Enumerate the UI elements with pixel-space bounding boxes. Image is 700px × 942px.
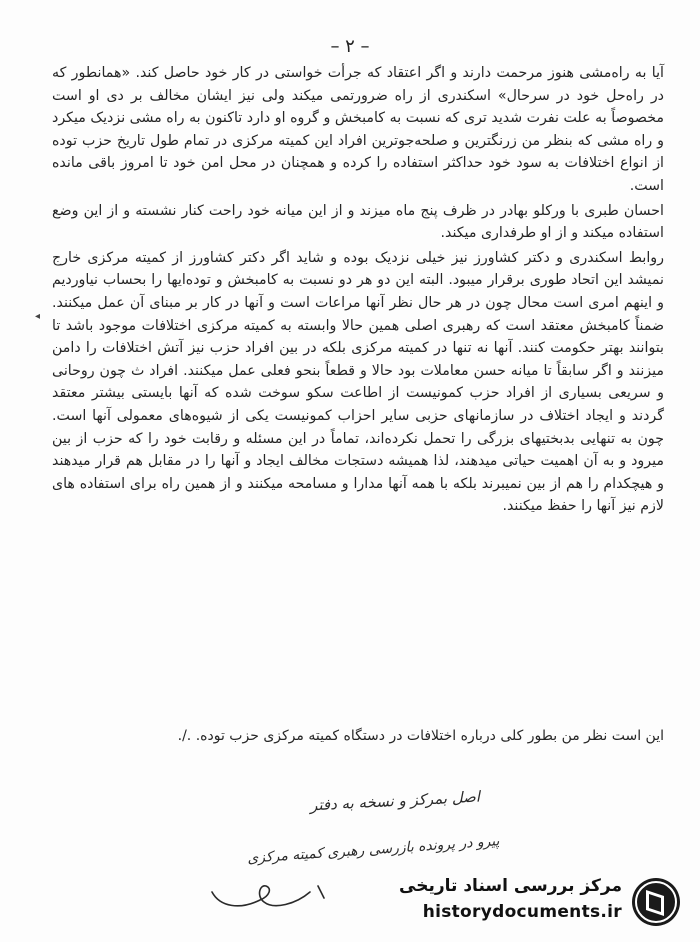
- paragraph: آیا به راه‌مشی هنوز مرحمت دارند و اگر اعتقاد که جرأت خواستی در کار خود حاصل کند. «همانطور که در راه‌حل خود در سرحال» اسکندری از راه ضرورتمی میکند ولی نیز ایشان مخالف بر دی او است مخصوصاً به علت نفرت شدید تری که نسبت به کامبخش و گروه او دارد تاکنون به راه مشی نزدیک میکرد و راه مشی که بنظر من زرنگترین و صلحه‌جوترین افراد این کمیته مرکزی در تمام طول تاریخ حزب توده از انواع اختلافات به سود خود حداکثر استفاده را کرده و همچنان در محل امن خود تا امروز باقی مانده است.: [52, 65, 664, 194]
- page-number: – ۲ –: [330, 36, 370, 57]
- handwritten-note: پیرو در پرونده بازرسی رهبری کمیته مرکزی: [247, 833, 501, 867]
- watermark-title: مرکز بررسی اسناد تاریخی: [399, 876, 622, 896]
- handwritten-note: اصل بمرکز و نسخه به دفتر: [309, 787, 481, 815]
- paragraph: احسان طبری با ورکلو بهادر در ظرف پنج ماه میزند و از این میانه خود راحت کنار نشسته و از این وضع استفاده میکند و از او طرفداری میکند.: [52, 202, 664, 242]
- document-body: [52, 62, 664, 518]
- paragraph: روابط اسکندری و دکتر کشاورز نیز خیلی نزدیک بوده و شاید اگر دکتر کشاورز از کمیته مرکزی خارج نمیشد این اتحاد طوری برقرار میبود. البته این دو هر دو نسبت به کامبخش و توده‌ایها را بحساب نیاوردیم و اینهم امری است محال چون در هر حال نظر آنها مراعات است و آنها در کار بر مبنای آن عمل میکنند. ضمناً کامبخش معتقد است که رهبری اصلی همین حالا وابسته به کمیته مرکزی اختلافات موجود باشد تا بتوانند بهتر حکومت کنند. آنها نه تنها در کمیته مرکزی بلکه در بین افراد حزب نیز آتش اختلافات را دامن میزنند و اگر سابقاً تا میانه حسن معاملات بود حالا و قطعاً بنحو فعلی عمل میکنند. افراد ث چون روحانی و سریعی بسیاری از افراد حزب کمونیست از اطاعت سکو سوخت شده که آنها بایستی بیشتر معتقد گردند و ایجاد اختلاف در سازمانهای حزبی سایر احزاب کمونیست یکی از شیوه‌های معمولی آنها است. چون به تنهایی بدبختیهای بزرگی را تحمل نکرده‌اند، تماماً در این مسئله و رقابت خود را که حزب از بین میرود و به آن اهمیت حیاتی میدهند، لذا همیشه دستجات مخالف ایجاد و آنها را در مقابل هم قرار میدهند و هیچکدام را هم از بین نمیبرند بلکه با همه آنها مدارا و مسامحه میکنند و از همین راه برای استفاده های لازم نیز آنها را حفظ میکنند.: [52, 249, 664, 515]
- margin-mark: ◂: [35, 311, 41, 322]
- archive-logo-icon: [630, 876, 682, 928]
- handwritten-signature: [200, 852, 340, 912]
- watermark-url: historydocuments.ir: [422, 902, 622, 922]
- archive-watermark: [388, 870, 688, 932]
- closing-line: این است نظر من بطور کلی درباره اختلافات در دستگاه کمیته مرکزی حزب توده. ./.: [177, 728, 664, 744]
